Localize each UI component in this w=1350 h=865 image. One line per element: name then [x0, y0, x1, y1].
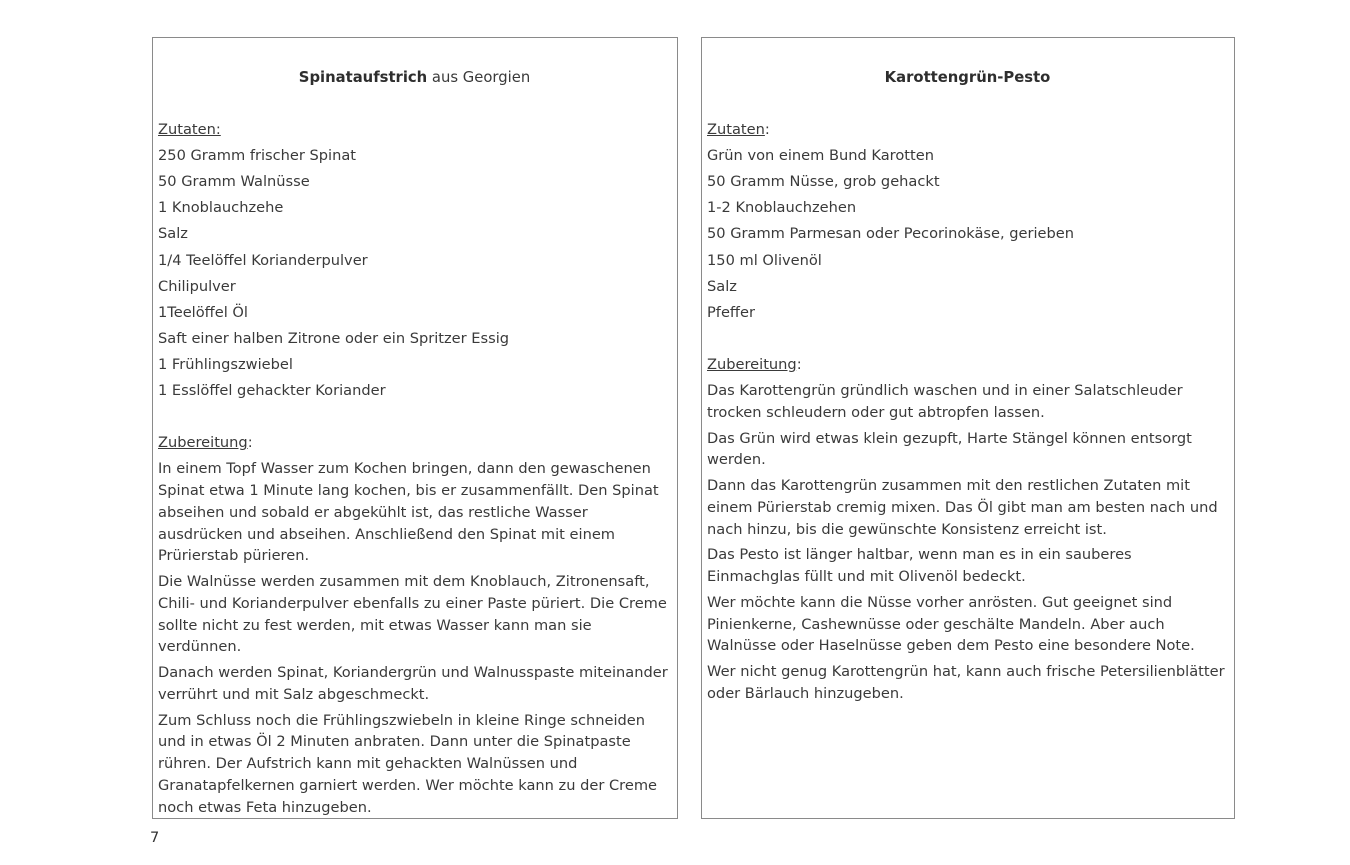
step-paragraph: Wer möchte kann die Nüsse vorher anrösten. Gut geeignet sind Pinienkerne, Cashewnüsse oder geschälte Mandeln. Aber auch Walnüsse oder Haselnüsse geben dem Pesto eine besondere Note. — [707, 594, 1195, 655]
ingredient-item: 1 Frühlingszwiebel — [158, 356, 293, 374]
steps-list — [158, 458, 671, 818]
recipe-title-bold: Spinataufstrich — [298, 69, 428, 86]
recipe-title — [707, 67, 1228, 89]
ingredient-item: Chilipulver — [158, 277, 236, 295]
ingredients-list — [158, 145, 671, 403]
recipe-card-spinataufstrich — [152, 37, 678, 819]
ingredient-item: 1 Esslöffel gehackter Koriander — [158, 382, 386, 400]
ingredients-list — [707, 145, 1228, 324]
step-paragraph: Zum Schluss noch die Frühlingszwiebeln in kleine Ringe schneiden und in etwas Öl 2 Minuten anbraten. Dann unter die Spinatpaste rühren. Der Aufstrich kann mit gehackten Walnüssen und Granatapfelkernen garniert werden. Wer möchte kann zu der Creme noch etwas Feta hinzugeben. — [158, 711, 658, 816]
step-paragraph: Das Grün wird etwas klein gezupft, Harte Stängel können entsorgt werden. — [707, 429, 1192, 469]
steps-heading-label: Zubereitung — [707, 355, 797, 373]
step-paragraph: Das Pesto ist länger haltbar, wenn man es in ein sauberes Einmachglas füllt und mit Olivenöl bedeckt. — [707, 546, 1132, 586]
steps-heading — [158, 432, 671, 454]
recipe-title — [158, 67, 671, 89]
steps-list — [707, 380, 1228, 705]
recipe-title-bold: Karottengrün-Pesto — [884, 69, 1051, 86]
ingredient-item: 50 Gramm Walnüsse — [158, 172, 310, 190]
ingredient-item: 50 Gramm Nüsse, grob gehackt — [707, 172, 940, 190]
step-paragraph: Danach werden Spinat, Koriandergrün und Walnusspaste miteinander verrührt und mit Salz abgeschmeckt. — [158, 664, 668, 703]
ingredient-item: 250 Gramm frischer Spinat — [158, 146, 356, 164]
ingredient-item: 1Teelöffel Öl — [158, 303, 248, 321]
step-paragraph: Das Karottengrün gründlich waschen und in einer Salatschleuder trocken schleudern oder gut abtropfen lassen. — [707, 381, 1183, 421]
ingredients-heading-label: Zutaten — [707, 120, 765, 138]
step-paragraph: Wer nicht genug Karottengrün hat, kann auch frische Petersilienblätter oder Bärlauch hinzugeben. — [707, 663, 1225, 702]
ingredients-heading-label: Zutaten: — [158, 120, 221, 138]
ingredient-item: 1/4 Teelöffel Korianderpulver — [158, 251, 368, 269]
ingredients-heading — [158, 119, 671, 141]
ingredient-item: Salz — [707, 277, 737, 295]
steps-heading-colon: : — [247, 434, 253, 452]
steps-heading-label: Zubereitung — [158, 434, 248, 452]
ingredients-heading — [707, 119, 1228, 141]
ingredient-item: Saft einer halben Zitrone oder ein Spritzer Essig — [158, 330, 510, 348]
ingredient-item: Pfeffer — [707, 303, 755, 321]
ingredient-item: Salz — [158, 225, 188, 243]
ingredients-heading-colon: : — [764, 120, 770, 138]
ingredient-item: 150 ml Olivenöl — [707, 251, 822, 269]
ingredient-item: Grün von einem Bund Karotten — [707, 146, 934, 164]
page-number: 7 — [150, 829, 160, 846]
ingredient-item: 1 Knoblauchzehe — [158, 199, 284, 217]
step-paragraph: In einem Topf Wasser zum Kochen bringen, dann den gewaschenen Spinat etwa 1 Minute lang kochen, bis er zusammenfällt. Den Spinat abseihen und sobald er abgekühlt ist, das restliche Wasser ausdrücken und abseihen. Anschließend den Spinat mit einem Prürierstab pürieren. — [158, 460, 659, 565]
recipe-title-rest: aus Georgien — [427, 69, 531, 86]
step-paragraph: Die Walnüsse werden zusammen mit dem Knoblauch, Zitronensaft, Chili- und Korianderpulver ebenfalls zu einer Paste püriert. Die Creme sollte nicht zu fest werden, mit etwas Wasser kann man sie verdünnen. — [158, 573, 667, 656]
step-paragraph: Dann das Karottengrün zusammen mit den restlichen Zutaten mit einem Pürierstab cremig mixen. Das Öl gibt man am besten nach und nach hinzu, bis die gewünschte Konsistenz erreicht ist. — [707, 477, 1218, 538]
ingredient-item: 1-2 Knoblauchzehen — [707, 199, 857, 217]
steps-heading — [707, 354, 1228, 376]
recipe-card-karottengruen-pesto — [701, 37, 1235, 819]
ingredient-item: 50 Gramm Parmesan oder Pecorinokäse, gerieben — [707, 225, 1075, 243]
steps-heading-colon: : — [796, 355, 802, 373]
